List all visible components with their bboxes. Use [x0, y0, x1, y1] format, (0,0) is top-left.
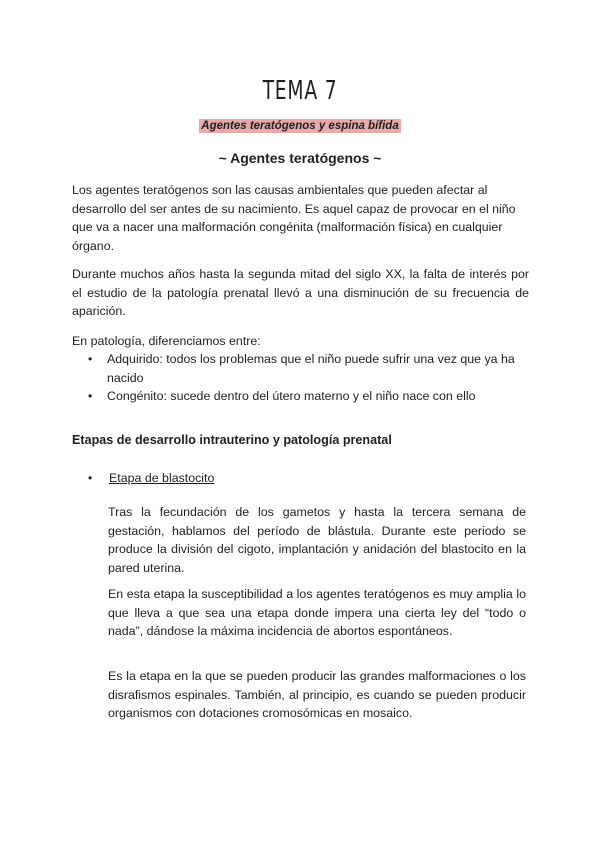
bullet-icon: • — [88, 352, 93, 366]
bullet-icon: • — [88, 471, 93, 485]
paragraph-intro-list: En patología, diferenciamos entre: — [72, 334, 261, 348]
list-item-text: Adquirido: todos los problemas que el niño puede sufrir una vez que ya ha nacido — [107, 352, 515, 385]
etapas-heading: Etapas de desarrollo intrauterino y patología prenatal — [72, 433, 392, 447]
stage-paragraph-fecundation: Tras la fecundación de los gametos y hasta la tercera semana de gestación, hablamos del período de blástula. Durante este periodo se produce la división del cigoto, implantación y anidación del blastocito en la pared uterina. — [108, 505, 526, 575]
list-item — [72, 350, 532, 387]
subtitle-container — [0, 116, 600, 134]
list-item-text: Congénito: sucede dentro del útero materno y el niño nace con ello — [107, 389, 476, 403]
page-title: TEMA 7 — [262, 76, 338, 106]
paragraph-definition: Los agentes teratógenos son las causas ambientales que pueden afectar al desarrollo del ser antes de su nacimiento. Es aquel capaz de provocar en el niño que va a nacer una malformación congénita (malformación física) en cualquier órgano. — [72, 183, 516, 253]
pathology-list — [72, 350, 532, 406]
stage-label: Etapa de blastocito — [109, 471, 215, 485]
stage-paragraph-susceptibility: En esta etapa la susceptibilidad a los agentes teratógenos es muy amplia lo que lleva a que sea una etapa donde impera una cierta ley del “todo o nada”, dándose la máxima incidencia de abortos espontáneos. — [108, 587, 526, 638]
paragraph-history: Durante muchos años hasta la segunda mitad del siglo XX, la falta de interés por el estudio de la patología prenatal llevó a una disminución de su frecuencia de aparición. — [72, 267, 529, 318]
bullet-icon: • — [88, 389, 93, 403]
stage-paragraph-malformations: Es la etapa en la que se pueden producir las grandes malformaciones o los disrafismos espinales. También, al principio, es cuando se pueden producir organismos con dotaciones cromosómicas en mosaico. — [108, 669, 526, 720]
list-item — [72, 387, 532, 406]
subtitle-highlight: Agentes teratógenos y espina bífida — [201, 120, 399, 132]
section-heading: ~ Agentes teratógenos ~ — [218, 150, 382, 166]
